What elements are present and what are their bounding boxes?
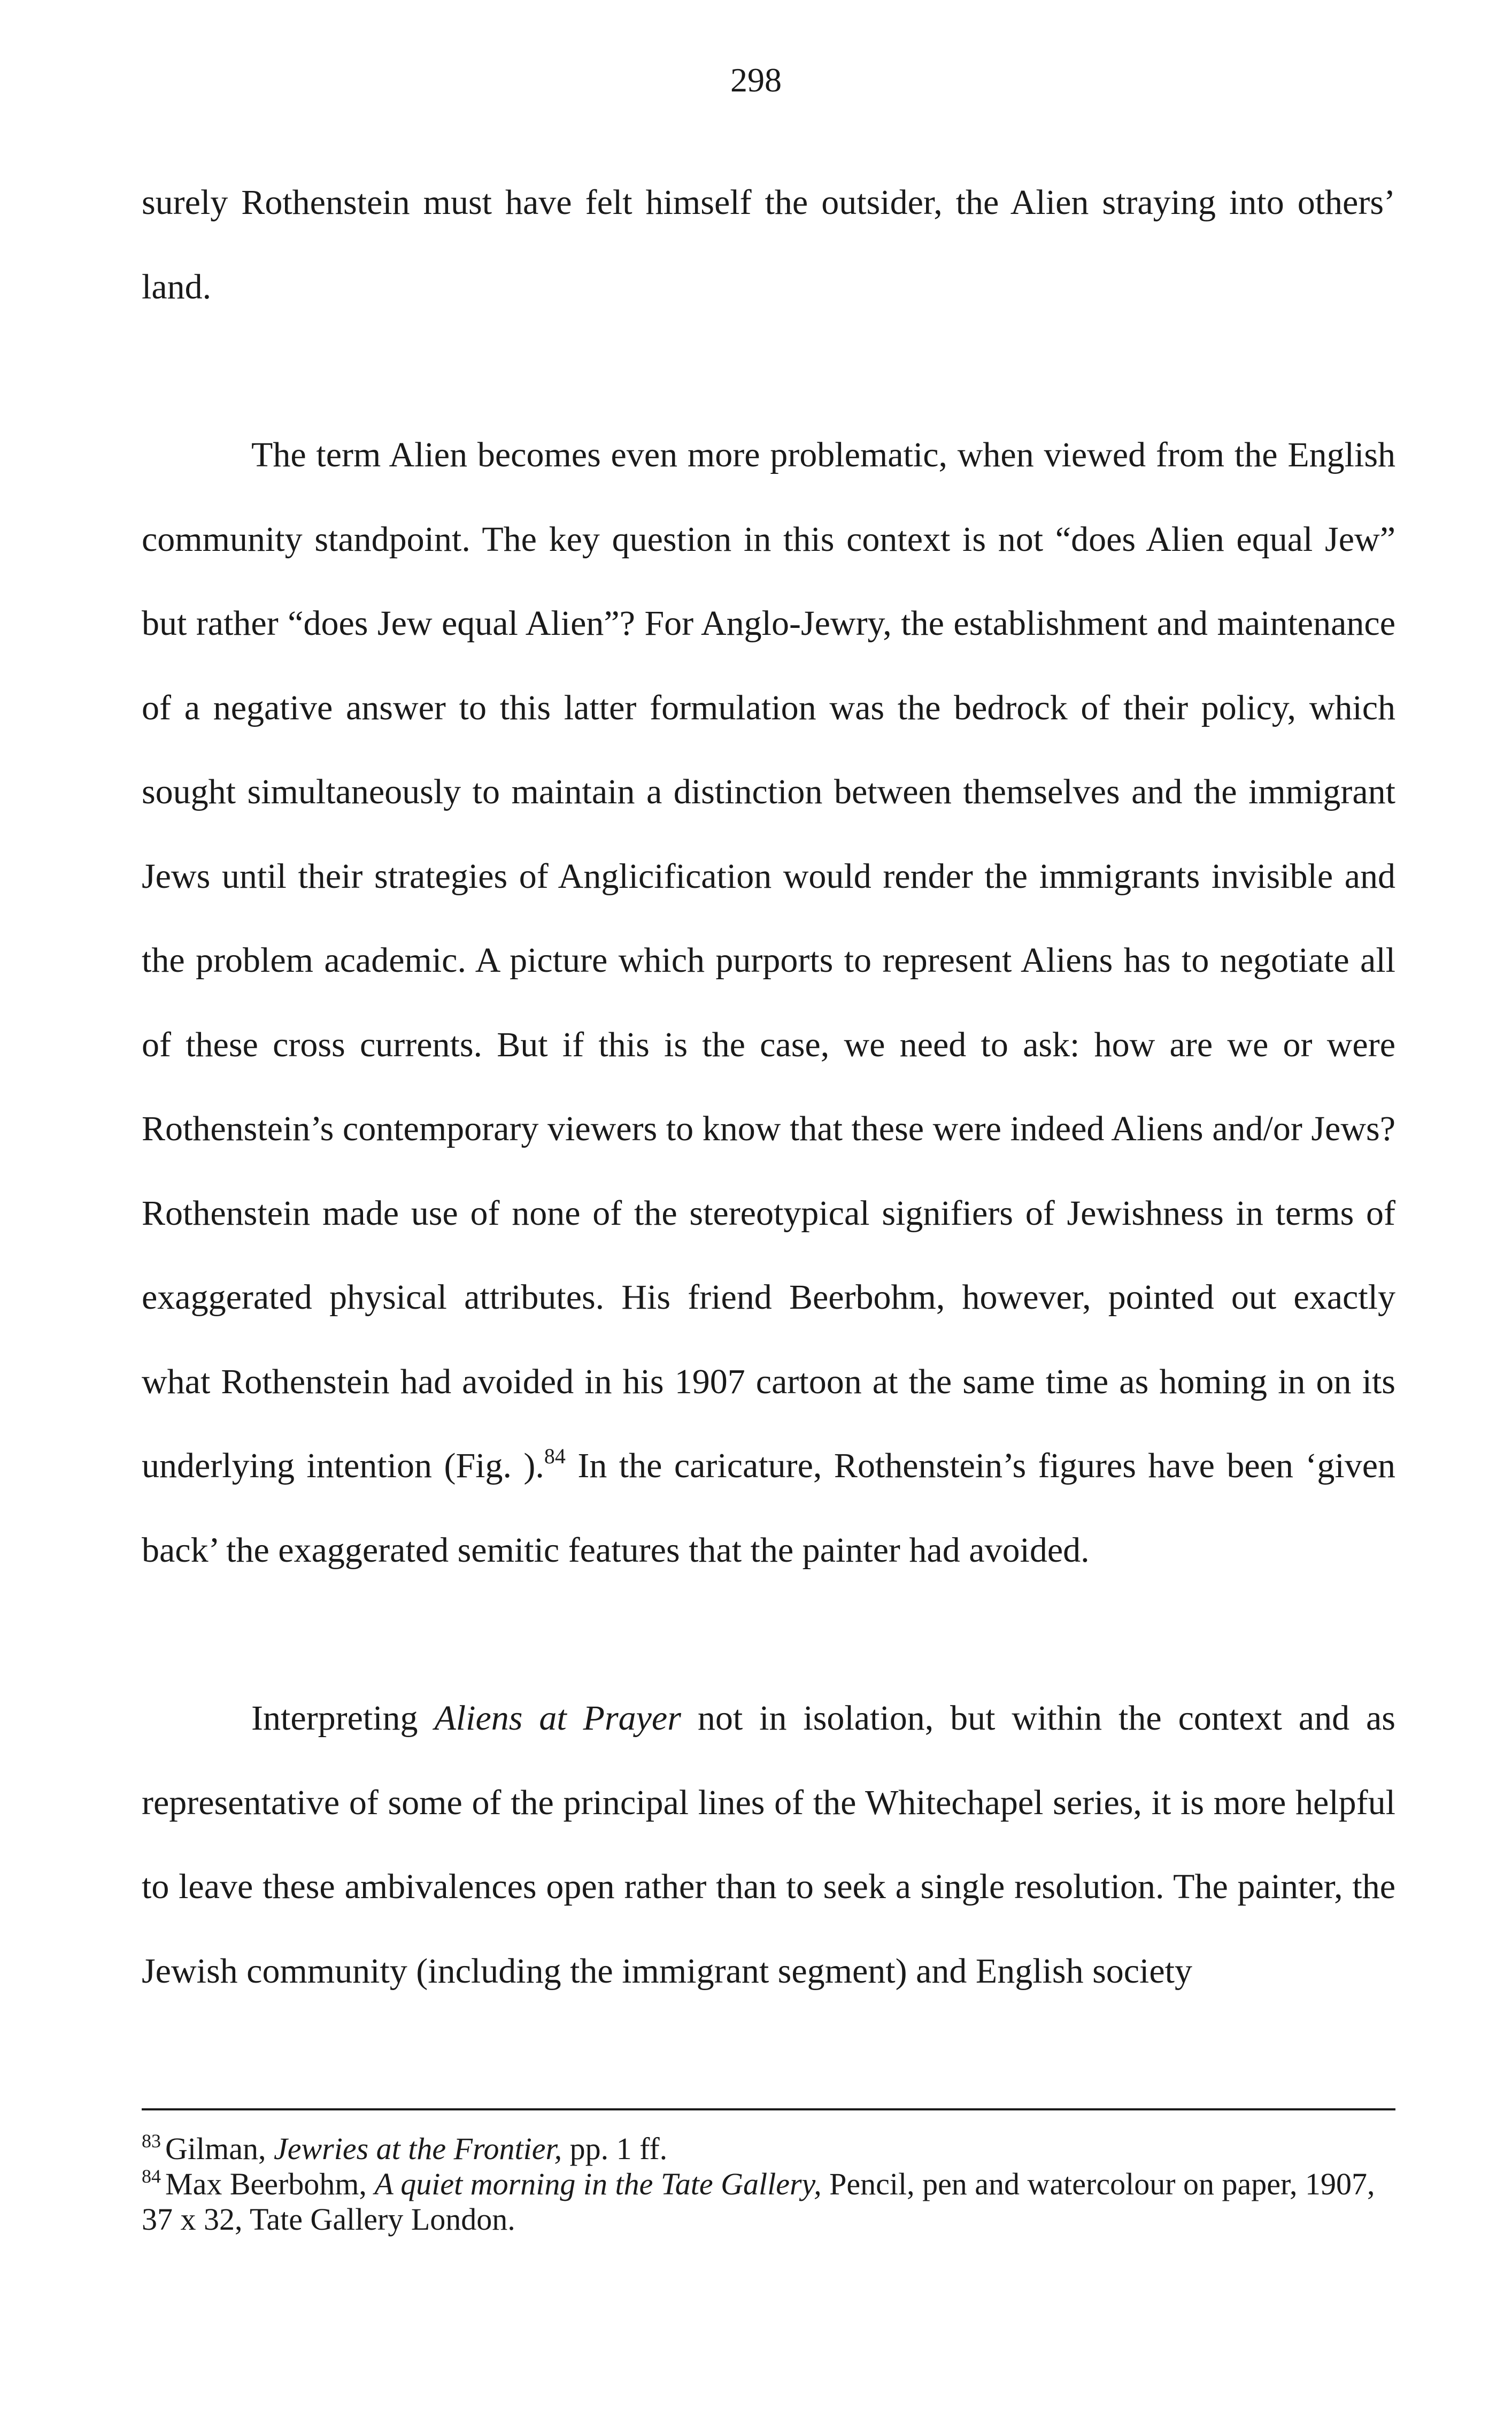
footnote-title: Jewries at the Frontier, <box>273 2131 562 2166</box>
footnotes <box>142 2131 1395 2237</box>
paragraph-interpreting <box>142 1676 1395 2013</box>
paragraph-text-after-note: In the caricature, Rothenstein’s figures have been ‘given back’ the exaggerated semitic features that the painter had avoided. <box>142 1446 1395 1570</box>
footnote-text: Pencil, pen and watercolour on paper, 1907, 37 x 32, Tate Gallery London. <box>142 2167 1375 2237</box>
body-text <box>142 160 1395 2013</box>
artwork-title: Aliens at Prayer <box>434 1699 681 1738</box>
paragraph-alien-term <box>142 413 1395 1592</box>
footnote-84 <box>142 2167 1395 2237</box>
paragraph-text: surely Rothenstein must have felt himself the outsider, the Alien straying into others’ land. <box>142 183 1395 306</box>
footnote-text: pp. 1 ff. <box>562 2131 668 2166</box>
footnote-text: Gilman, <box>165 2131 274 2166</box>
paragraph-gap <box>142 1592 1395 1676</box>
paragraph-text-after: not in isolation, but within the context and as representative of some of the principal lines of the Whitechapel series, it is more helpful to leave these ambivalences open rather than to seek a single resolution. The painter, the Jewish community (including the immigrant segment) and English society <box>142 1699 1395 1991</box>
page-number: 298 <box>730 61 782 99</box>
footnote-83 <box>142 2131 1395 2167</box>
footnote-title: A quiet morning in the Tate Gallery, <box>374 2167 822 2201</box>
paragraph-continuation <box>142 160 1395 329</box>
paragraph-text: The term Alien becomes even more problematic, when viewed from the English community standpoint. The key question in this context is not “does Alien equal Jew” but rather “does Jew equal Alien”? For Anglo-Jewry, the establishment and maintenance of a negative answer to this latter formulation was the bedrock of their policy, which sought simultaneously to maintain a distinction between themselves and the immigrant Jews until their strategies of Anglicification would render the immigrants invisible and the problem academic. A picture which purports to represent Aliens has to negotiate all of these cross currents. But if this is the case, we need to ask: how are we or were Rothenstein’s contemporary viewers to know that these were indeed Aliens and/or Jews? Rothenstein made use of none of the stereotypical signifiers of Jewishness in terms of exaggerated physical attributes. His friend Beerbohm, however, pointed out exactly what Rothenstein had avoided in his 1907 cartoon at the same time as homing in on its underlying intention (Fig. ). <box>142 435 1395 1485</box>
paragraph-gap <box>142 329 1395 413</box>
footnote-divider <box>142 2108 1395 2110</box>
footnote-number: 84 <box>142 2166 161 2187</box>
footnote-reference: 84 <box>544 1444 566 1468</box>
footnote-number: 83 <box>142 2130 161 2152</box>
footnote-text: Max Beerbohm, <box>165 2167 375 2201</box>
paragraph-text-before: Interpreting <box>251 1699 435 1738</box>
